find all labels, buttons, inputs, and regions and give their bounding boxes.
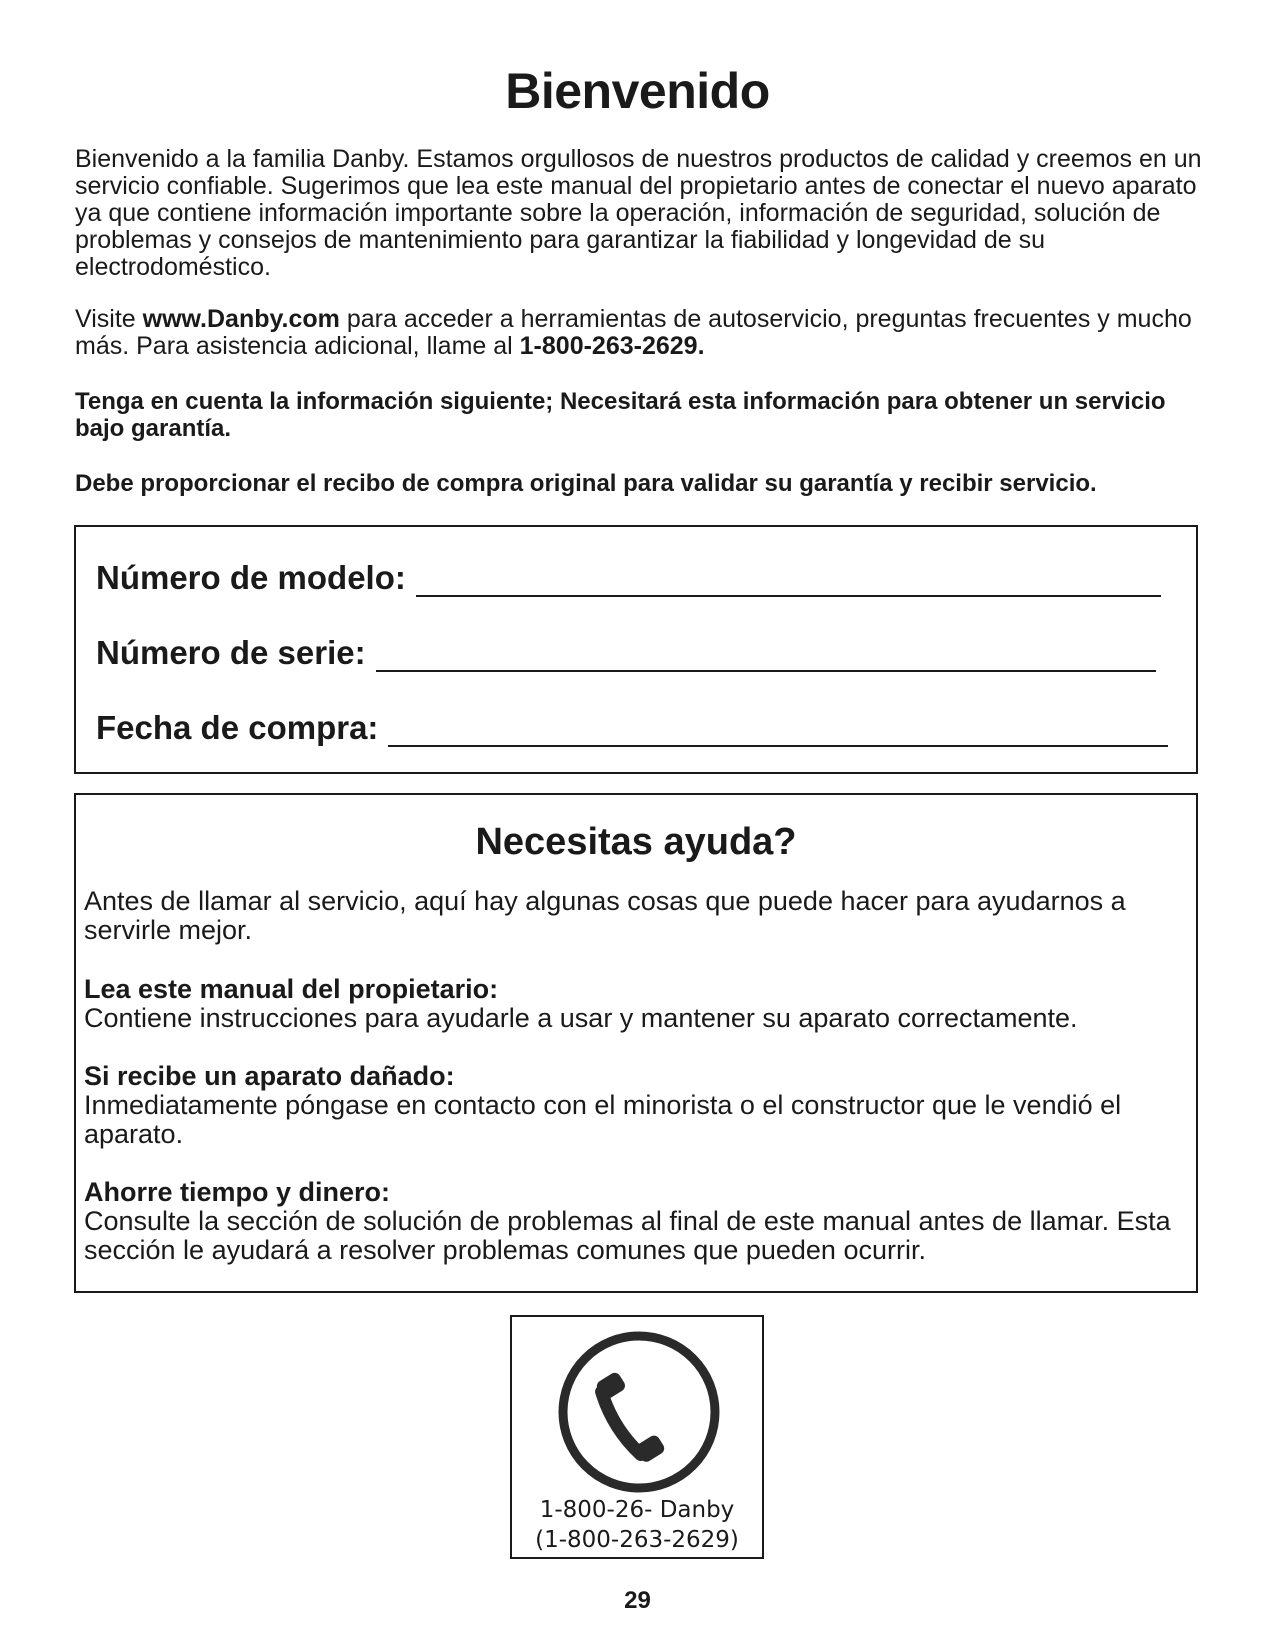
help-item-heading: Lea este manual del propietario: (84, 974, 499, 1004)
help-item-text: Consulte la sección de solución de problemas al final de este manual antes de llamar. Esta sección le ayudará a resolver problemas comunes que pueden ocurrir. (84, 1206, 1171, 1265)
help-item-heading: Ahorre tiempo y dinero: (84, 1177, 391, 1207)
contact-box (510, 1315, 764, 1559)
website-text-mid: para acceder a herramientas de autoservicio, preguntas frecuentes y mucho más. Para asistencia adicional, llame al (75, 305, 1192, 360)
purchase-date-label: Fecha de compra: (96, 709, 379, 746)
help-item (84, 975, 1184, 1033)
model-number-line (416, 565, 1161, 597)
warranty-notice: Tenga en cuenta la información siguiente; Necesitará esta información para obtener un servicio bajo garantía. (75, 388, 1166, 442)
help-item-text: Inmediatamente póngase en contacto con el minorista o el constructor que le vendió el aparato. (84, 1090, 1122, 1149)
page-number: 29 (624, 1587, 651, 1614)
help-item-text: Contiene instrucciones para ayudarle a usar y mantener su aparato correctamente. (84, 1003, 1078, 1033)
purchase-date-field (96, 709, 1168, 747)
phone-icon (556, 1329, 722, 1495)
serial-number-line (376, 640, 1156, 672)
contact-line-1: 1-800-26- Danby (539, 1497, 735, 1523)
product-record-box (74, 525, 1198, 774)
support-phone: 1-800-263-2629. (519, 332, 705, 360)
website-text-pre: Visite (75, 305, 143, 333)
welcome-paragraph: Bienvenido a la familia Danby. Estamos orgullosos de nuestros productos de calidad y creemos en un servicio confiable. Sugerimos que lea este manual del propietario antes de conectar el nuevo aparato ya que contiene información importante sobre la operación, información de seguridad, solución de problemas y consejos de mantenimiento para garantizar la fiabilidad y longevidad de su electrodoméstico. (75, 145, 1202, 281)
model-number-field (96, 559, 1161, 597)
serial-number-field (96, 634, 1156, 672)
website-paragraph (75, 306, 1205, 360)
website-link[interactable]: www.Danby.com (142, 305, 340, 333)
purchase-date-line (388, 715, 1168, 747)
help-item (84, 1178, 1184, 1265)
help-item (84, 1062, 1184, 1149)
page-title: Bienvenido (505, 63, 770, 119)
serial-number-label: Número de serie: (96, 634, 366, 671)
help-box (74, 793, 1198, 1293)
contact-line-2: (1-800-263-2629) (535, 1527, 739, 1553)
help-intro: Antes de llamar al servicio, aquí hay algunas cosas que puede hacer para ayudarnos a servirle mejor. (84, 886, 1126, 945)
help-item-heading: Si recibe un aparato dañado: (84, 1061, 455, 1091)
help-title: Necesitas ayuda? (475, 821, 797, 863)
model-number-label: Número de modelo: (96, 559, 406, 596)
receipt-notice: Debe proporcionar el recibo de compra original para validar su garantía y recibir servicio. (75, 470, 1097, 497)
